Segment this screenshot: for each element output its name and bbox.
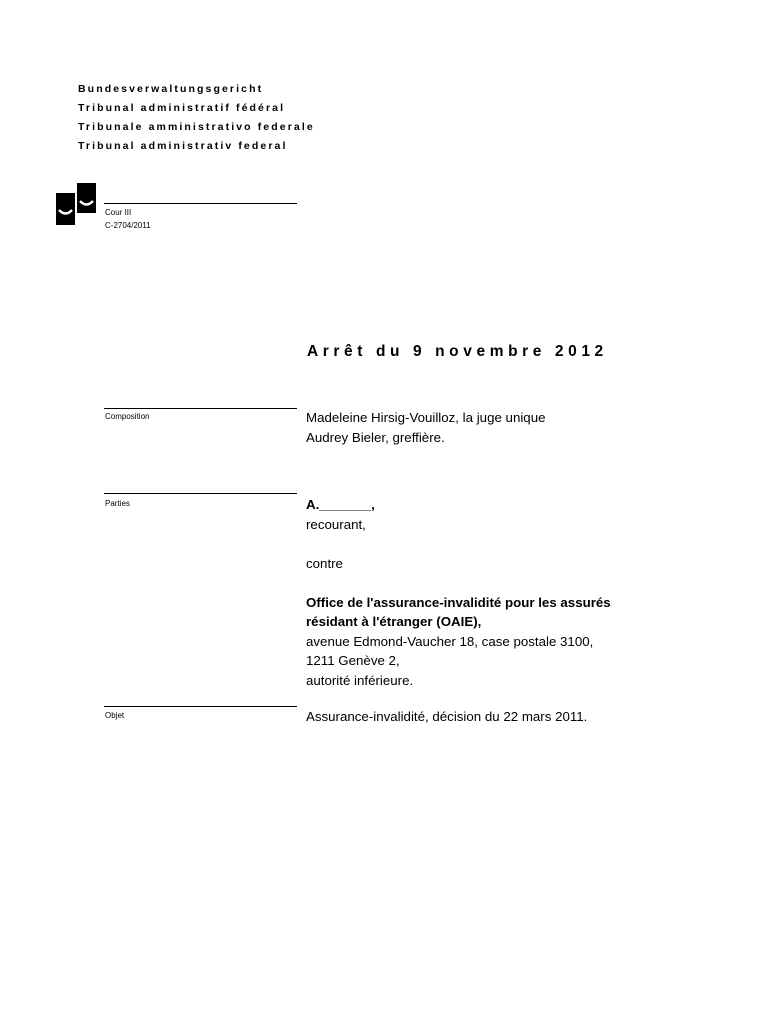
respondent-address-line-2: 1211 Genève 2, — [306, 653, 400, 668]
composition-judge: Madeleine Hirsig-Vouilloz, la juge unique — [306, 410, 546, 425]
divider-parties — [104, 493, 297, 494]
composition-label: Composition — [105, 412, 150, 421]
respondent-name-line-2: résidant à l'étranger (OAIE), — [306, 614, 482, 629]
page-title: Arrêt du 9 novembre 2012 — [307, 343, 608, 360]
court-names-header — [78, 80, 315, 156]
appellant-role: recourant, — [306, 516, 366, 532]
subject-text: Assurance-invalidité, décision du 22 mars 2011. — [306, 709, 588, 724]
court-name-rm: Tribunal administrativ federal — [78, 140, 288, 152]
court-name-de: Bundesverwaltungsgericht — [78, 83, 264, 95]
divider-subject — [104, 706, 297, 707]
composition-clerk: Audrey Bieler, greffière. — [306, 429, 445, 445]
case-number: C-2704/2011 — [105, 221, 151, 230]
composition-block — [306, 408, 546, 447]
federal-administrative-court-logo-icon — [56, 183, 96, 225]
divider-composition — [104, 408, 297, 409]
parties-label: Parties — [105, 499, 130, 508]
spacer — [306, 573, 611, 593]
divider-case — [104, 203, 297, 204]
court-name-fr: Tribunal administratif fédéral — [78, 102, 286, 114]
respondent-name-line-1: Office de l'assurance-invalidité pour les assurés — [306, 594, 611, 610]
appellant-name: A._______, — [306, 497, 375, 512]
parties-block — [306, 495, 611, 690]
court-name-it: Tribunale amministrativo federale — [78, 121, 315, 133]
subject-label: Objet — [105, 711, 125, 720]
respondent-role: autorité inférieure. — [306, 672, 414, 688]
spacer — [306, 534, 611, 554]
versus-text: contre — [306, 555, 343, 571]
court-section: Cour III — [105, 208, 132, 217]
respondent-address-line-1: avenue Edmond-Vaucher 18, case postale 3100, — [306, 633, 594, 649]
